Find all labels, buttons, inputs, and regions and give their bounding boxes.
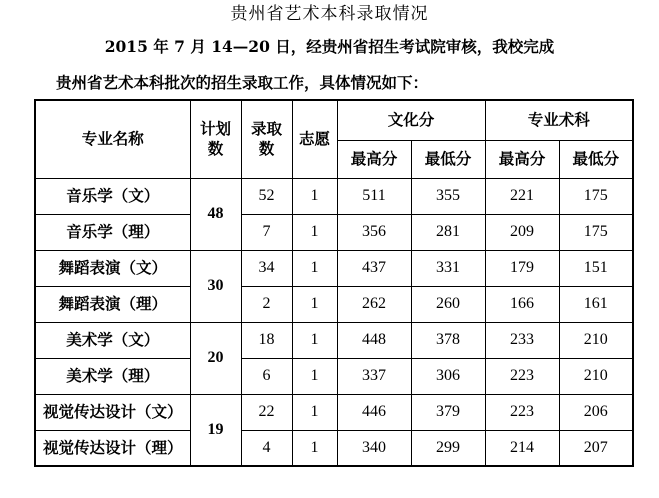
cell-art-max: 221 [485,178,559,214]
header-admit [241,100,292,178]
table-row [35,322,633,358]
cell-admit: 22 [241,394,292,430]
cell-art-min: 151 [559,250,633,286]
header-major: 专业名称 [35,100,190,178]
page-title: 贵州省艺术本科录取情况 [230,4,429,24]
cell-culture-max: 448 [337,322,411,358]
cell-plan: 30 [190,250,241,322]
cell-art-max: 209 [485,214,559,250]
cell-admit: 34 [241,250,292,286]
cell-volunteer: 1 [292,358,337,394]
cell-plan: 48 [190,178,241,250]
cell-major: 视觉传达设计（文） [35,394,190,430]
cell-art-min: 161 [559,286,633,322]
header-volunteer: 志愿 [292,100,337,178]
cell-major: 音乐学（理） [35,214,190,250]
cell-culture-max: 511 [337,178,411,214]
cell-volunteer: 1 [292,430,337,466]
cell-volunteer: 1 [292,322,337,358]
cell-major: 舞蹈表演（文） [35,250,190,286]
cell-culture-max: 356 [337,214,411,250]
cell-admit: 7 [241,214,292,250]
cell-volunteer: 1 [292,178,337,214]
header-art-min: 最低分 [559,140,633,178]
table-row [35,178,633,214]
header-admit-line-2: 数 [258,139,275,159]
table-row [35,430,633,466]
header-admit-line-1: 录取 [250,119,282,139]
header-culture-min: 最低分 [411,140,485,178]
table-row [35,214,633,250]
cell-art-min: 210 [559,358,633,394]
table-row [35,250,633,286]
cell-art-min: 206 [559,394,633,430]
cell-culture-max: 437 [337,250,411,286]
header-plan-line-1: 计划 [199,119,231,139]
cell-volunteer: 1 [292,250,337,286]
table-row [35,394,633,430]
cell-culture-max: 262 [337,286,411,322]
header-plan [190,100,241,178]
table-row [35,358,633,394]
cell-culture-min: 260 [411,286,485,322]
cell-admit: 52 [241,178,292,214]
cell-art-max: 223 [485,358,559,394]
cell-culture-min: 355 [411,178,485,214]
cell-admit: 4 [241,430,292,466]
cell-art-min: 207 [559,430,633,466]
cell-major: 视觉传达设计（理） [35,430,190,466]
cell-culture-min: 379 [411,394,485,430]
cell-culture-min: 281 [411,214,485,250]
cell-admit: 18 [241,322,292,358]
cell-art-min: 210 [559,322,633,358]
cell-major: 舞蹈表演（理） [35,286,190,322]
cell-culture-max: 337 [337,358,411,394]
cell-culture-min: 306 [411,358,485,394]
cell-admit: 2 [241,286,292,322]
cell-admit: 6 [241,358,292,394]
cell-culture-max: 446 [337,394,411,430]
cell-plan: 20 [190,322,241,394]
header-plan-line-2: 数 [207,139,224,159]
cell-plan: 19 [190,394,241,466]
cell-culture-max: 340 [337,430,411,466]
cell-art-min: 175 [559,178,633,214]
cell-culture-min: 299 [411,430,485,466]
intro-line-2: 贵州省艺术本科批次的招生录取工作，具体情况如下： [56,73,429,92]
cell-culture-min: 331 [411,250,485,286]
cell-art-max: 166 [485,286,559,322]
cell-art-max: 214 [485,430,559,466]
table-row [35,286,633,322]
header-culture-max: 最高分 [337,140,411,178]
cell-volunteer: 1 [292,214,337,250]
cell-art-max: 179 [485,250,559,286]
cell-major: 美术学（文） [35,322,190,358]
cell-major: 音乐学（文） [35,178,190,214]
cell-volunteer: 1 [292,394,337,430]
cell-art-min: 175 [559,214,633,250]
cell-major: 美术学（理） [35,358,190,394]
cell-volunteer: 1 [292,286,337,322]
cell-art-max: 223 [485,394,559,430]
cell-culture-min: 378 [411,322,485,358]
cell-art-max: 233 [485,322,559,358]
intro-line-1: 2015 年 7 月 14—20 日，经贵州省招生考试院审核，我校完成 [104,37,555,56]
header-culture: 文化分 [337,100,485,140]
header-art: 专业术科 [485,100,633,140]
admission-table [34,99,634,467]
header-art-max: 最高分 [485,140,559,178]
